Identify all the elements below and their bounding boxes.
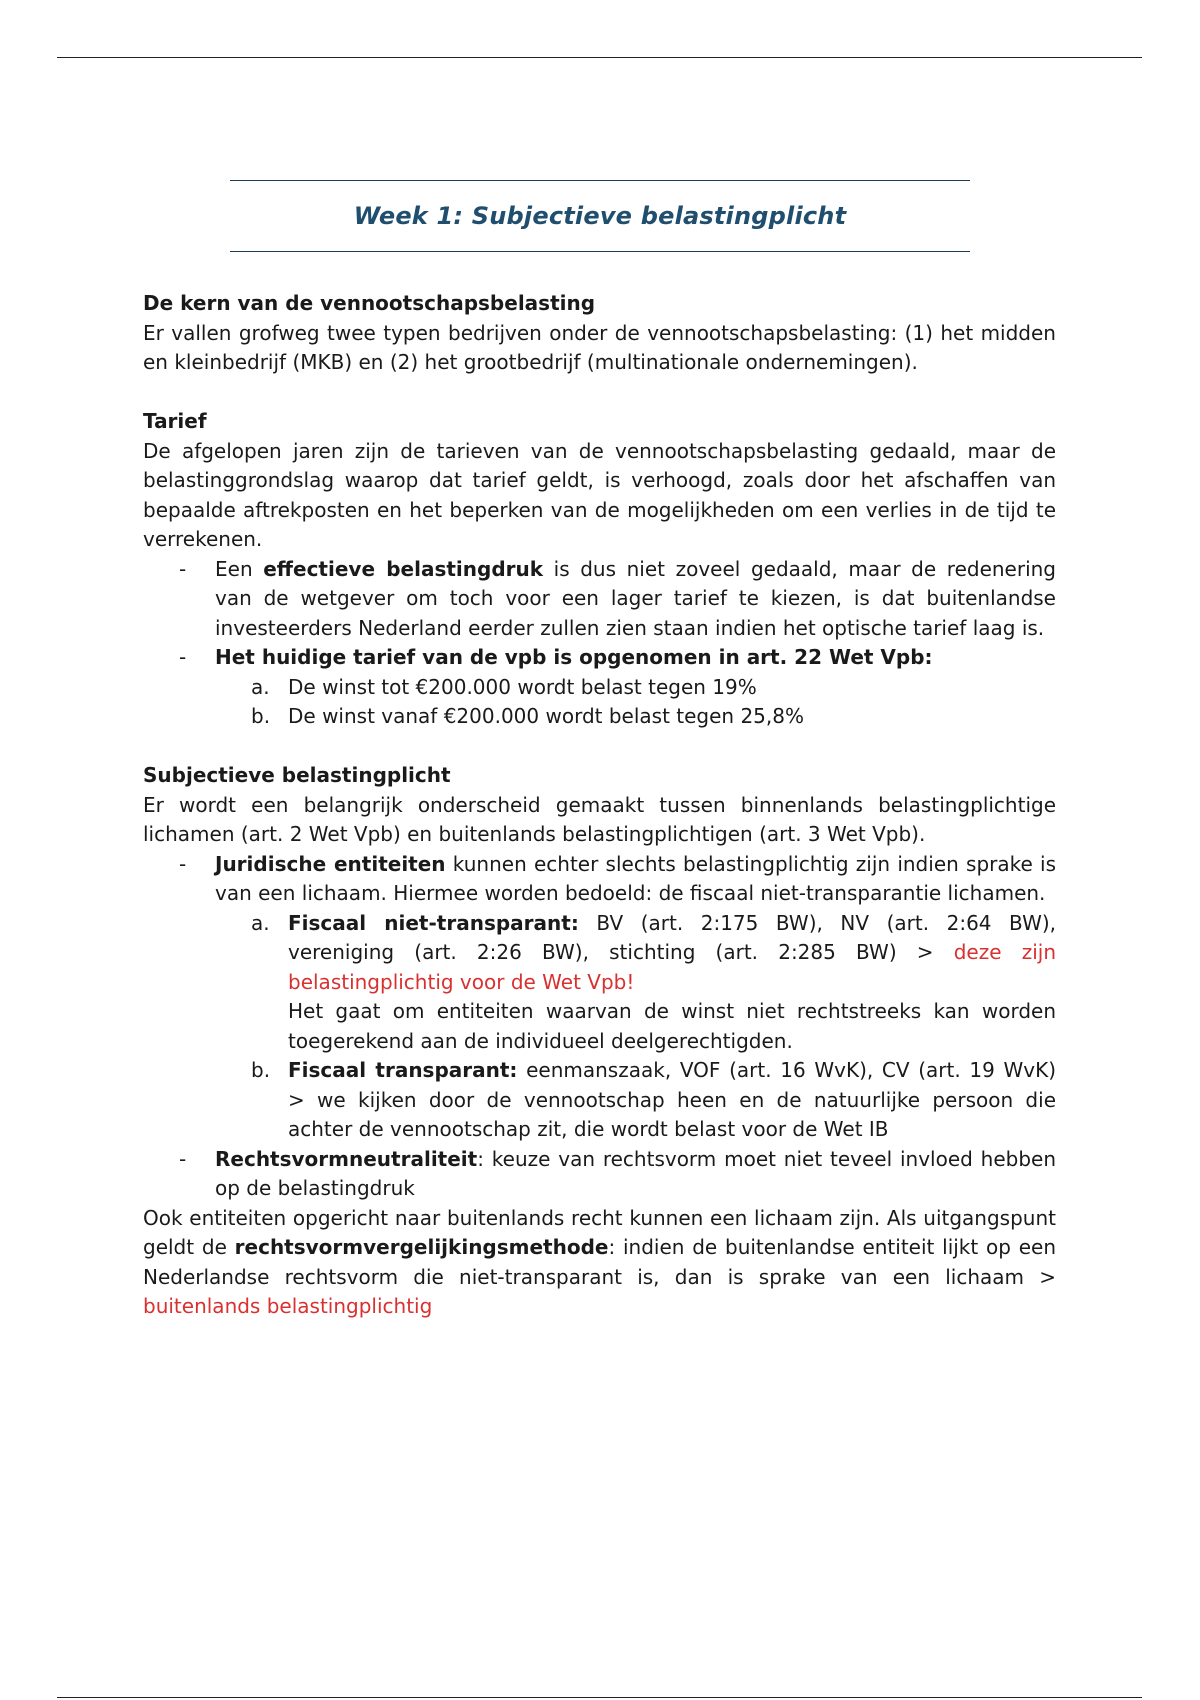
page-title: Week 1: Subjectieve belastingplicht	[353, 202, 847, 230]
page-bottom-rule	[57, 1697, 1142, 1698]
list-item-b-winst-vanaf: b. De winst vanaf €200.000 wordt belast tegen 25,8%	[251, 704, 804, 728]
section-heading-subjectieve-belastingplicht: Subjectieve belastingplicht	[143, 763, 451, 787]
title-box	[230, 180, 970, 252]
bullet-rechtsvormneutraliteit: - Rechtsvormneutraliteit: keuze van rechtsvorm moet niet teveel invloed hebben op de belastingdruk	[143, 1145, 1056, 1204]
page-top-rule	[57, 57, 1142, 58]
spacer	[143, 378, 1056, 408]
paragraph-onderscheid: Er wordt een belangrijk onderscheid gemaakt tussen binnenlands belastingplichtige lichamen (art. 2 Wet Vpb) en buitenlands belastingplichtigen (art. 3 Wet Vpb).	[143, 792, 1056, 846]
list-item-a-continuation: Het gaat om entiteiten waarvan de winst niet rechtstreeks kan worden toegerekend aan de individueel deelgerechtigden.	[288, 999, 1056, 1053]
bullet-huidige-tarief: - Het huidige tarief van de vpb is opgenomen in art. 22 Wet Vpb:	[143, 643, 1056, 673]
list-item-a-winst-tot: a. De winst tot €200.000 wordt belast tegen 19%	[251, 674, 757, 699]
section-heading-kern: De kern van de vennootschapsbelasting	[143, 291, 596, 315]
paragraph-tarief: De afgelopen jaren zijn de tarieven van de vennootschapsbelasting gedaald, maar de belastinggrondslag waarop dat tarief geldt, is verhoogd, zoals door het afschaffen van bepaalde aftrekposten en het beperken van de mogelijkheden om een verlies in de tijd te verrekenen.	[143, 438, 1056, 551]
paragraph-kern: Er vallen grofweg twee typen bedrijven onder de vennootschapsbelasting: (1) het midden en kleinbedrijf (MKB) en (2) het grootbedrijf (multinationale ondernemingen).	[143, 320, 1056, 374]
spacer	[143, 732, 1056, 762]
paragraph-buitenlands-recht: Ook entiteiten opgericht naar buitenlands recht kunnen een lichaam zijn. Als uitgangspunt geldt de rechtsvormvergelijkingsmethode: indien de buitenlandse entiteit lijkt op een Nederlandse rechtsvorm die niet-transparant is, dan is sprake van een lichaam > buitenlands belastingplichtig	[143, 1205, 1056, 1318]
list-item-b-transparant: b. Fiscaal transparant: eenmanszaak, VOF (art. 16 WvK), CV (art. 19 WvK) > we kijken door de vennootschap heen en de natuurlijke persoon die achter de vennootschap zit, die wordt belast voor de Wet IB	[251, 1058, 1056, 1141]
highlight-red: buitenlands belastingplichtig	[143, 1294, 433, 1318]
highlight-red: deze zijn belastingplichtig voor de Wet Vpb!	[288, 940, 1057, 994]
bullet-effectieve-belastingdruk: - Een effectieve belastingdruk is dus niet zoveel gedaald, maar de redenering van de wetgever om toch voor een lager tarief te kiezen, is dat buitenlandse investeerders Nederland eerder zullen zien staan indien het optische tarief laag is.	[143, 555, 1056, 644]
list-item-a-niet-transparant: a. Fiscaal niet-transparant: BV (art. 2:175 BW), NV (art. 2:64 BW), vereniging (art. 2:26 BW), stichting (art. 2:285 BW) > deze zijn belastingplichtig voor de Wet Vpb!	[251, 910, 1057, 994]
bullet-juridische-entiteiten: - Juridische entiteiten kunnen echter slechts belastingplichtig zijn indien sprake is van een lichaam. Hiermee worden bedoeld: de fiscaal niet-transparantie lichamen.	[143, 850, 1056, 909]
document-body	[143, 289, 1056, 1322]
section-heading-tarief: Tarief	[143, 409, 207, 433]
